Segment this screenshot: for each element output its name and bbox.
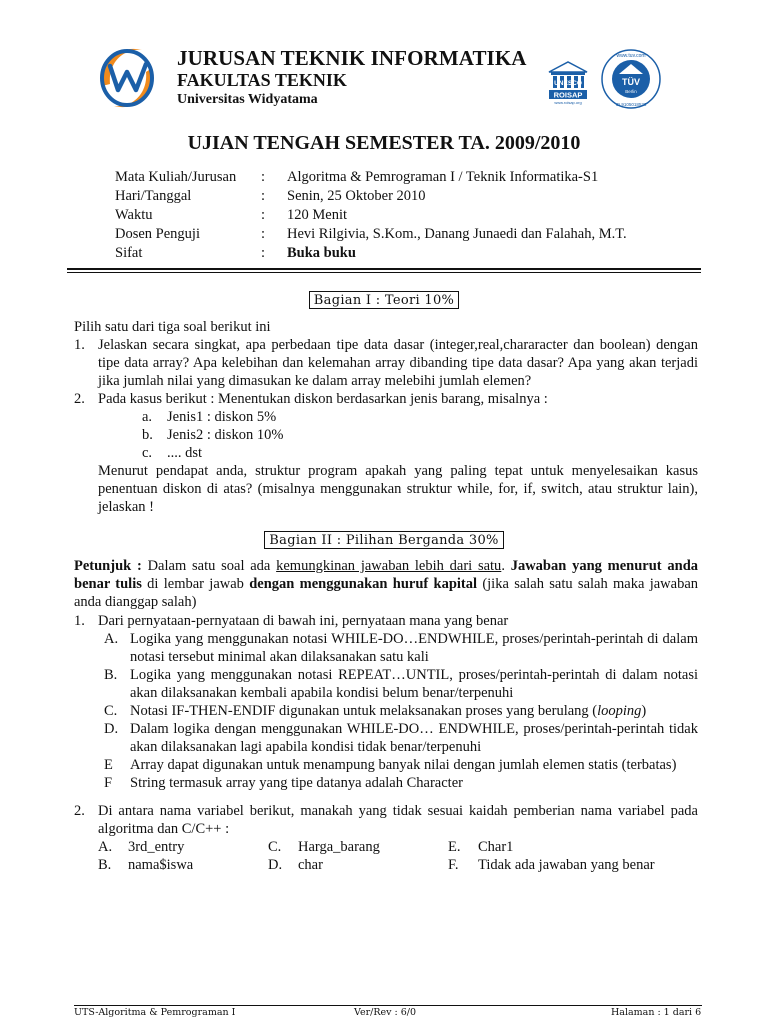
list-item — [74, 426, 698, 444]
info-sep: : — [261, 169, 266, 185]
footer-divider — [74, 1005, 702, 1006]
section1-body — [74, 318, 698, 516]
question-number: 2. — [74, 391, 85, 407]
info-value: Hevi Rilgivia, S.Kom., Danang Junaedi dan Falahah, M.T. — [287, 226, 627, 242]
option-text: Logika yang menggunakan notasi WHILE-DO…ENDWHILE, proses/perintah-perintah di dalam notasi tersebut minimal akan dilaksanakan satu kali — [130, 631, 698, 665]
list-text: Jenis2 : diskon 10% — [167, 427, 284, 443]
section2-heading — [0, 531, 768, 549]
option-grid — [74, 838, 698, 874]
option-marker: C. — [268, 839, 282, 855]
option-item — [74, 702, 698, 720]
section2-body — [74, 612, 698, 874]
info-row — [115, 168, 627, 187]
section1-question-2 — [74, 390, 698, 408]
info-value: 120 Menit — [287, 207, 348, 223]
info-value: Senin, 25 Oktober 2010 — [287, 188, 426, 204]
list-text: Jenis1 : diskon 5% — [167, 409, 277, 425]
petunjuk-text: Dalam satu soal ada — [147, 558, 271, 574]
tuv-certification-logo-icon — [600, 48, 662, 110]
unesco-text: UNESCO — [554, 80, 582, 87]
header-divider-thin — [67, 272, 701, 273]
option-marker: D. — [268, 857, 283, 873]
option-text: Logika yang menggunakan notasi REPEAT…UNTIL, proses/perintah-perintah di dalam notasi akan dilaksanakan kembali apabila kondisi belum benar/terpenuhi — [130, 667, 698, 701]
option-text: 3rd_entry — [128, 839, 185, 855]
info-sep: : — [261, 188, 266, 204]
tuv-city: Berlin — [625, 89, 637, 94]
footer-version: Ver/Rev : 6/0 — [354, 1007, 417, 1018]
option-marker: C. — [104, 703, 118, 719]
option-text: Notasi IF-THEN-ENDIF digunakan untuk melaksanakan proses yang berulang ( — [130, 703, 598, 719]
list-item — [74, 408, 698, 426]
option-text: Char1 — [478, 839, 514, 855]
list-marker: b. — [142, 427, 153, 443]
info-sep: : — [261, 226, 266, 242]
question-text: Di antara nama variabel berikut, manakah yang tidak sesuai kaidah pemberian nama variabel pada algoritma dan C/C++ : — [98, 803, 698, 837]
info-label: Mata Kuliah/Jurusan — [115, 169, 237, 185]
petunjuk-text: di lembar jawab — [147, 576, 244, 592]
list-item — [74, 444, 698, 462]
info-sep: : — [261, 245, 266, 261]
petunjuk-bold: dengan menggunakan huruf kapital — [249, 576, 478, 592]
question-number: 1. — [74, 613, 85, 629]
option-text: nama$iswa — [128, 857, 194, 873]
department-name: JURUSAN TEKNIK INFORMATIKA — [177, 46, 527, 70]
petunjuk-underline: kemungkinan jawaban lebih dari satu — [276, 558, 502, 574]
info-label: Dosen Penguji — [115, 226, 200, 242]
info-row — [115, 206, 627, 225]
info-value: Buka buku — [287, 245, 356, 261]
petunjuk — [74, 557, 698, 611]
tuv-url: www.tuv.com — [616, 53, 646, 59]
info-row — [115, 244, 627, 263]
option-marker: D. — [104, 721, 119, 737]
option-marker: B. — [98, 857, 112, 873]
option-text: Dalam logika dengan menggunakan WHILE-DO… ENDWHILE, proses/perintah-perintah tidak akan dilaksanakan lagi apabila kondisi tidak benar/terpenuhi — [130, 721, 698, 755]
faculty-name: FAKULTAS TEKNIK — [177, 70, 347, 90]
list-text: .... dst — [167, 445, 203, 461]
option-marker: E — [104, 757, 113, 773]
roisap-text: ROISAP — [553, 90, 583, 100]
option-italic: looping — [597, 703, 642, 719]
option-item — [74, 720, 698, 756]
petunjuk-label: Petunjuk : — [74, 558, 142, 574]
option-marker: F — [104, 775, 113, 791]
option-marker: A. — [98, 839, 113, 855]
tuv-text: TÜV — [622, 77, 640, 87]
section1-intro: Pilih satu dari tiga soal berikut ini — [74, 319, 271, 335]
option-item — [74, 756, 698, 774]
exam-info-table — [115, 168, 627, 263]
section2-title: Bagian II : Pilihan Berganda 30% — [264, 531, 503, 549]
option-text: String termasuk array yang tipe datanya adalah Character — [130, 775, 463, 791]
tuv-id: ID 9105018536 — [615, 102, 647, 107]
section2-question-2 — [74, 802, 698, 838]
petunjuk-dot: . — [501, 558, 505, 574]
info-row — [115, 187, 627, 206]
question-text: Pada kasus berikut : Menentukan diskon berdasarkan jenis barang, misalnya : — [98, 391, 548, 407]
option-marker: A. — [104, 631, 119, 647]
section1-title: Bagian I : Teori 10% — [309, 291, 459, 309]
info-label: Sifat — [115, 245, 143, 261]
option-marker: B. — [104, 667, 118, 683]
question-text: Jelaskan secara singkat, apa perbedaan tipe data dasar (integer,real,chararacter dan boolean) dengan tipe data array? Apa kelebihan dan kelemahan array dibanding tipe data dasar? Apa yang akan terjadi jika jumlah nilai yang dimasukan ke dalam array melebihi jumlah elemen? — [98, 337, 698, 389]
list-marker: c. — [142, 445, 153, 461]
footer-course: UTS-Algoritma & Pemrograman I — [74, 1007, 236, 1018]
option-text: char — [298, 857, 323, 873]
exam-title: UJIAN TENGAH SEMESTER TA. 2009/2010 — [187, 132, 581, 154]
option-text: Harga_barang — [298, 839, 380, 855]
option-item — [74, 666, 698, 702]
option-tail: ) — [641, 703, 647, 719]
option-text-wrap — [130, 702, 698, 720]
section2-question-1 — [74, 612, 698, 630]
roisap-url: www.roisap.org — [554, 100, 582, 105]
option-marker: F. — [448, 857, 459, 873]
header-divider — [67, 268, 701, 270]
info-sep: : — [261, 207, 266, 223]
section1-heading — [0, 291, 768, 309]
section1-question-1 — [74, 336, 698, 390]
university-name: Universitas Widyatama — [177, 92, 318, 107]
question-text: Dari pernyataan-pernyataan di bawah ini, pernyataan mana yang benar — [98, 613, 509, 629]
info-row — [115, 225, 627, 244]
list-marker: a. — [142, 409, 153, 425]
unesco-roisap-logo-icon — [543, 58, 593, 106]
info-label: Hari/Tanggal — [115, 188, 192, 204]
info-value: Algoritma & Pemrograman I / Teknik Informatika-S1 — [287, 169, 599, 185]
option-item — [74, 630, 698, 666]
option-item — [74, 774, 698, 792]
option-text: Array dapat digunakan untuk menampung banyak nilai dengan jumlah elemen statis (terbatas) — [130, 757, 677, 773]
footer-page: Halaman : 1 dari 6 — [611, 1007, 702, 1018]
question-followup: Menurut pendapat anda, struktur program apakah yang paling tepat untuk menyelesaikan kasus penentuan diskon di atas? (misalnya menggunakan struktur while, for, if, switch, atau struktur lain), jelaskan ! — [98, 463, 698, 515]
question-number: 1. — [74, 337, 85, 353]
widyatama-logo-icon — [94, 42, 160, 114]
option-text: Tidak ada jawaban yang benar — [478, 857, 655, 873]
question-number: 2. — [74, 803, 85, 819]
info-label: Waktu — [115, 207, 153, 223]
petunjuk-bold: Jawaban yang menurut anda benar tulis — [74, 558, 699, 592]
option-marker: E. — [448, 839, 461, 855]
petunjuk-text: (jika salah satu salah maka jawaban anda dianggap salah) — [74, 576, 699, 610]
